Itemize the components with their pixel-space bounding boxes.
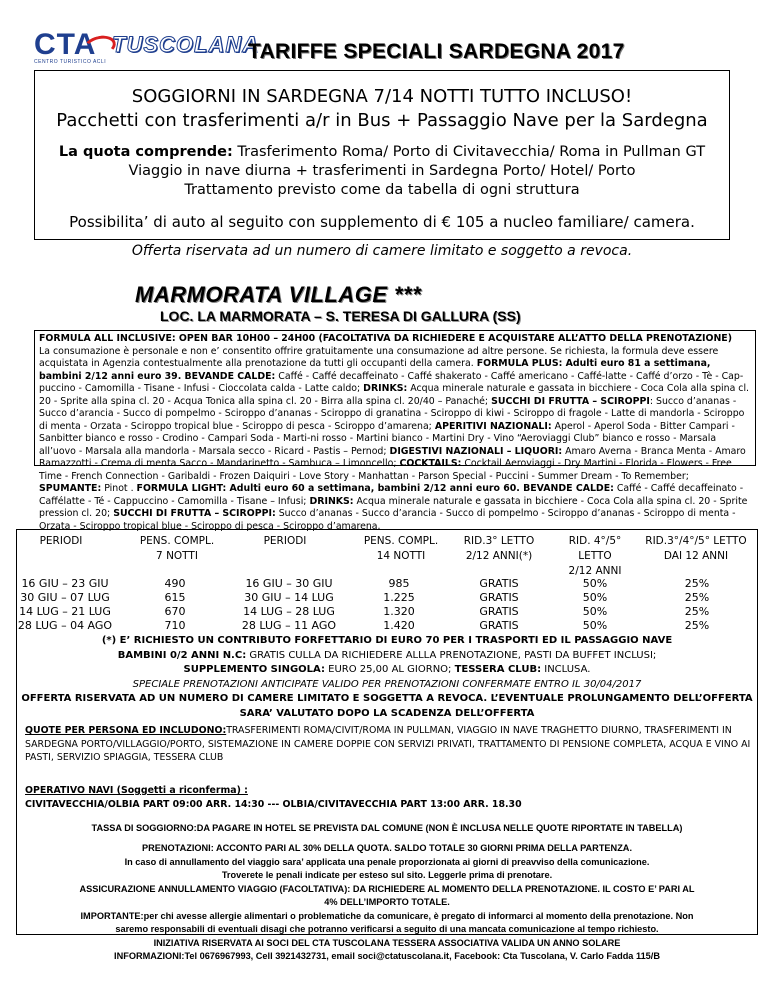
cocktails-label: COCKTAILS: [399, 458, 462, 469]
quota-line3: Trattamento previsto come da tabella di ogni struttura [184, 182, 580, 198]
col-header-pens-7 [127, 534, 227, 564]
footer-iniziativa: INIZIATIVA RISERVATA AI SOCI DEL CTA TUSCOLANA TESSERA ASSOCIATIVA VALIDA UN ANNO SOLARE [153, 937, 621, 948]
cell-rid45: 50% [582, 577, 608, 590]
succhi-label: SUCCHI DI FRUTTA – SCIROPPI: [113, 508, 276, 519]
cell-rid12: 25% [684, 619, 710, 632]
cell-price-14: 1.225 [383, 591, 415, 604]
quota-line2: Viaggio in nave diurna + trasferimenti in Sardegna Porto/ Hotel/ Porto [128, 163, 636, 179]
quota-label: La quota comprende: [58, 144, 233, 160]
logo-subtitle: CENTRO TURISTICO ACLI [34, 59, 107, 65]
col-header-label: 2/12 ANNI(*) [465, 550, 533, 562]
spumante-label: SPUMANTE: [39, 483, 102, 494]
col-header-label: RID. 4°/5° [568, 535, 622, 547]
note-tessera-label: TESSERA CLUB: [454, 664, 542, 675]
cell-period-14: 28 LUG – 11 AGO [241, 619, 337, 632]
cell-period-7: 30 GIU – 07 LUG [20, 591, 110, 604]
formula-text: Caffé - Caffé decaffeinato - Caffélatte - Té - Cappuccino - Camomilla - Tisane – Infusi; [39, 483, 744, 507]
cell-price-7: 710 [164, 619, 186, 632]
cell-price-14: 985 [388, 577, 410, 590]
formula-text: Amaro Averna - Branca Menta - Amaro Ramazzotti - Crema di menta Sacco - Mandarinetto - Sambuca – Limoncello; [39, 445, 746, 469]
intro-subheadline: Pacchetti con trasferimenti a/r in Bus + Passaggio Nave per la Sardegna [56, 110, 708, 131]
cell-period-14: 30 GIU – 14 LUG [244, 591, 334, 604]
formula-text: : Succo d’ananas - Succo d’arancia - Succo di pompelmo - Sciroppo d’ananas - Sciroppo di granatina - Sciroppo di kiwi - Sciroppo di fragole - Latte di mandorla - Sciroppo di menta - Orzata - Sciroppo tropical blue - Sciroppo di pesca - Sciroppo d’amarena; [39, 395, 745, 432]
aperitivi-label: APERITIVI NAZIONALI: [434, 420, 552, 432]
formula-text: Pinot . [101, 483, 137, 494]
formula-text: Cocktail Aeroviaggi - Dry Martini - Florida - Flowers - Free Time - French Connection - Garibaldi - Frozen Daiquiri - Love Story - Manhattan - Parson Special - Puccini - Summer Dream - To Remember; [39, 458, 732, 482]
footer-assicurazione: ASSICURAZIONE ANNULLAMENTO VIAGGIO (FACOLTATIVA): DA RICHIEDERE AL MOMENTO DELLA PRENOTAZIONE. IL COSTO E’ PARI AL [79, 883, 695, 894]
drinks-label: DRINKS: [363, 383, 408, 394]
formula-plus-label: FORMULA PLUS: Adulti euro 81 a settimana, bambini 2/12 anni euro 39. BEVANDE CALDE: [39, 358, 711, 382]
footer-penali: Troverete le penali indicate per esteso sul sito. Leggerle prima di prenotare. [221, 870, 553, 880]
cell-rid3: GRATIS [479, 577, 519, 590]
formula-text: Aperol - Aperol Soda - Bitter Campari - Sanbitter bianco e rosso - Crodino - Campari Soda - Marti-ni rosso - Martini bianco - Martini Dry - Vino “Aeroviaggi Club” bianco e rosso - Marsala all’uovo - Marsala alla mandorla - Marsala secco - Ricard - Pastis – Pernod; [39, 420, 735, 457]
cell-rid12: 25% [684, 605, 710, 618]
formula-text: Acqua minerale naturale e gassata in bicchiere - Coca Cola alla spina cl. 20 - Sprite pression cl. 20; [39, 495, 748, 519]
formula-light-label: FORMULA LIGHT: Adulti euro 60 a settimana, bambini 2/12 anni euro 60. BEVANDE CALDE: [136, 483, 614, 494]
cell-rid12: 25% [684, 591, 710, 604]
col-header-label: RID.3° LETTO [463, 535, 535, 547]
col-header-label: RID.3°/4°/5° LETTO [645, 535, 747, 547]
operativo-navi [25, 784, 522, 811]
table-notes [17, 634, 757, 721]
cell-price-14: 1.420 [383, 619, 415, 632]
cell-period-14: 14 LUG – 28 LUG [243, 605, 335, 618]
footer-tassa: TASSA DI SOGGIORNO:DA PAGARE IN HOTEL SE PREVISTA DAL COMUNE (NON È INCLUSA NELLE QUOTE RIPORTATE IN TABELLA) [91, 823, 683, 833]
col-header-label: 2/12 ANNI [568, 565, 622, 577]
succhi-label: SUCCHI DI FRUTTA – SCIROPPI [491, 395, 650, 407]
quota-comprende [35, 143, 729, 200]
footer-prenotazioni: PRENOTAZIONI: ACCONTO PARI AL 30% DELLA QUOTA. SALDO TOTALE 30 GIORNI PRIMA DELLA PARTENZA. [141, 843, 632, 853]
col-header-label: 7 NOTTI [156, 550, 198, 562]
offer-note: Offerta riservata ad un numero di camere limitato e soggetto a revoca. [131, 243, 633, 259]
village-name: MARMORATA VILLAGE *** [135, 282, 422, 307]
navi-schedule: CIVITAVECCHIA/OLBIA PART 09:00 ARR. 14:30 --- OLBIA/CIVITAVECCHIA PART 13:00 ARR. 18.30 [25, 798, 522, 810]
car-supplement: Possibilita’ di auto al seguito con supplemento di € 105 a nucleo familiare/ camera. [69, 213, 695, 231]
cell-rid45: 50% [582, 591, 608, 604]
cell-rid3: GRATIS [479, 619, 519, 632]
quota-text: Trasferimento Roma/ Porto di Civitavecchia/ Roma in Pullman GT [232, 144, 706, 160]
note-contributo: (*) E’ RICHIESTO UN CONTRIBUTO FORFETTARIO DI EURO 70 PER I TRASPORTI ED IL PASSAGGIO NAVE [101, 635, 673, 646]
col-header-periodi-7 [31, 534, 91, 549]
note-tessera-text: INCLUSA. [541, 664, 591, 675]
intro-headline: SOGGIORNI IN SARDEGNA 7/14 NOTTI TUTTO INCLUSO! [131, 86, 633, 107]
col-header-rid45 [545, 534, 645, 579]
navi-title: OPERATIVO NAVI (Soggetti a riconferma) : [25, 785, 248, 796]
drinks-label: DRINKS: [309, 495, 354, 507]
formula-text: Caffé - Caffé decaffeinato - Caffé shakerato - Caffé americano - Caffé-latte - Caffé d’orzo - Tè - Cap-puccino - Camomilla - Tisane - Infusi - Cioccolata calda - Latte caldo; [39, 370, 744, 394]
col-header-label: DAI 12 ANNI [663, 550, 729, 562]
cell-period-14: 16 GIU – 30 GIU [245, 577, 333, 590]
village-location: LOC. LA MARMORATA – S. TERESA DI GALLURA (SS) [160, 308, 521, 324]
note-singola-label: SUPPLEMENTO SINGOLA: [183, 664, 325, 675]
col-header-label: PERIODI [263, 535, 307, 547]
cell-price-7: 615 [164, 591, 186, 604]
col-header-pens-14 [351, 534, 451, 564]
digestivi-label: DIGESTIVI NAZIONALI – LIQUORI: [389, 445, 563, 457]
footer-importante-2: saremo responsabili di eventuali disagi che potranno verificarsi a seguito di una mancata comunicazione al tempo richiesto. [115, 924, 659, 934]
cell-rid12: 25% [684, 577, 710, 590]
footer-annullamento: In caso di annullamento del viaggio sara’ applicata una penale proporzionata ai giorni di preavviso della comunicazione. [124, 856, 650, 867]
quote-text: TRASFERIMENTI ROMA/CIVIT/ROMA IN PULLMAN, VIAGGIO IN NAVE TRAGHETTO DIURNO, TRASFERIMENTI IN SARDEGNA PORTO/VILLAGGIO/PORTO, SISTEMAZIONE IN CAMERE DOPPIE CON SERVIZI PRIVATI, TRATTAMENTO DI PENSIONE COMPLETA, ACQUA E VINO AI PASTI, SERVIZIO SPIAGGIA, TESSERA CLUB [25, 725, 751, 763]
cell-price-14: 1.320 [383, 605, 415, 618]
cell-price-7: 670 [164, 605, 186, 618]
cell-period-7: 16 GIU – 23 GIU [21, 577, 109, 590]
cell-period-7: 14 LUG – 21 LUG [19, 605, 111, 618]
col-header-rid12 [635, 534, 757, 564]
col-header-label: PENS. COMPL. [363, 535, 439, 547]
intro-box [34, 70, 730, 259]
cta-tuscolana-logo [34, 28, 260, 65]
note-offerta-1: OFFERTA RISERVATA AD UN NUMERO DI CAMERE LIMITATO E SOGGETTA A REVOCA. L’EVENTUALE PROLUNGAMENTO DELL’OFFERTA [21, 693, 753, 704]
col-header-label: 14 NOTTI [376, 550, 426, 562]
note-speciale: SPECIALE PRENOTAZIONI ANTICIPATE VALIDO PER PRENOTAZIONI CONFERMATE ENTRO IL 30/04/2017 [132, 678, 642, 690]
note-bambini-label: BAMBINI 0/2 ANNI N.C: [117, 649, 247, 661]
cell-rid3: GRATIS [479, 591, 519, 604]
logo-tuscolana-text: TUSCOLANA [112, 32, 260, 57]
cell-rid3: GRATIS [479, 605, 519, 618]
col-header-label: PENS. COMPL. [139, 535, 215, 547]
note-singola-text: EURO 25,00 AL GIORNO; [324, 664, 455, 675]
quote-include [25, 724, 755, 765]
formula-text: Succo d’ananas - Succo d’arancia - Succo di pompelmo - Sciroppo d’ananas - Sciroppo di menta - Orzata - Sciroppo tropical blue - Sciroppo di pesca - Sciroppo d’amarena. [39, 508, 736, 532]
col-header-label: PERIODI [39, 535, 83, 547]
note-offerta-2: SARA’ VALUTATO DOPO LA SCADENZA DELL’OFFERTA [239, 707, 535, 719]
col-header-rid3 [449, 534, 549, 564]
footer-assicurazione-2: 4% DELL’IMPORTO TOTALE. [324, 897, 450, 907]
footer-importante: IMPORTANTE:per chi avesse allergie alimentari o problematiche da comunicare, è pregato di informarci al momento della prenotazione. Non [80, 910, 694, 921]
footer-info [16, 842, 758, 964]
logo-cta-text: CTA [34, 28, 97, 61]
formula-text: Acqua minerale naturale e gassata in bicchiere - Coca Cola alla spina cl. 20 - Sprite alla spina cl. 20 - Acqua Tonica alla spina cl. 20 - Birra alla spina cl. 20/40 – Panaché; [39, 383, 750, 407]
cell-rid45: 50% [582, 619, 608, 632]
formula-all-inclusive-box [34, 330, 756, 532]
formula-text: La consumazione è personale e non e’ consentito offrire gratuitamente una consumazione ad altre persone. Se richiesta, la formula deve essere acquistata in Agenzia contestualmente alla prenotazione da tutti gli occupanti della camera. [39, 345, 719, 369]
page-title: TARIFFE SPECIALI SARDEGNA 2017 [248, 40, 625, 63]
col-header-label: LETTO [578, 550, 612, 562]
cell-price-7: 490 [164, 577, 186, 590]
quote-label: QUOTE PER PERSONA ED INCLUDONO: [25, 725, 227, 736]
footer-contatti: INFORMAZIONI:Tel 0676967993, Cell 3921432731, email soci@ctatuscolana.it, Facebook: Cta Tuscolana, V. Carlo Fadda 115/B [114, 951, 660, 961]
col-header-periodi-14 [255, 534, 315, 549]
note-bambini-text: GRATIS CULLA DA RICHIEDERE ALLLA PRENOTAZIONE, PASTI DA BUFFET INCLUSI; [246, 649, 657, 661]
cell-rid45: 50% [582, 605, 608, 618]
cell-period-7: 28 LUG – 04 AGO [17, 619, 113, 632]
formula-head: FORMULA ALL INCLUSIVE: OPEN BAR 10H00 – 24H00 (FACOLTATIVA DA RICHIEDERE E ACQUISTARE ALL’ATTO DELLA PRENOTAZIONE) [39, 333, 732, 344]
